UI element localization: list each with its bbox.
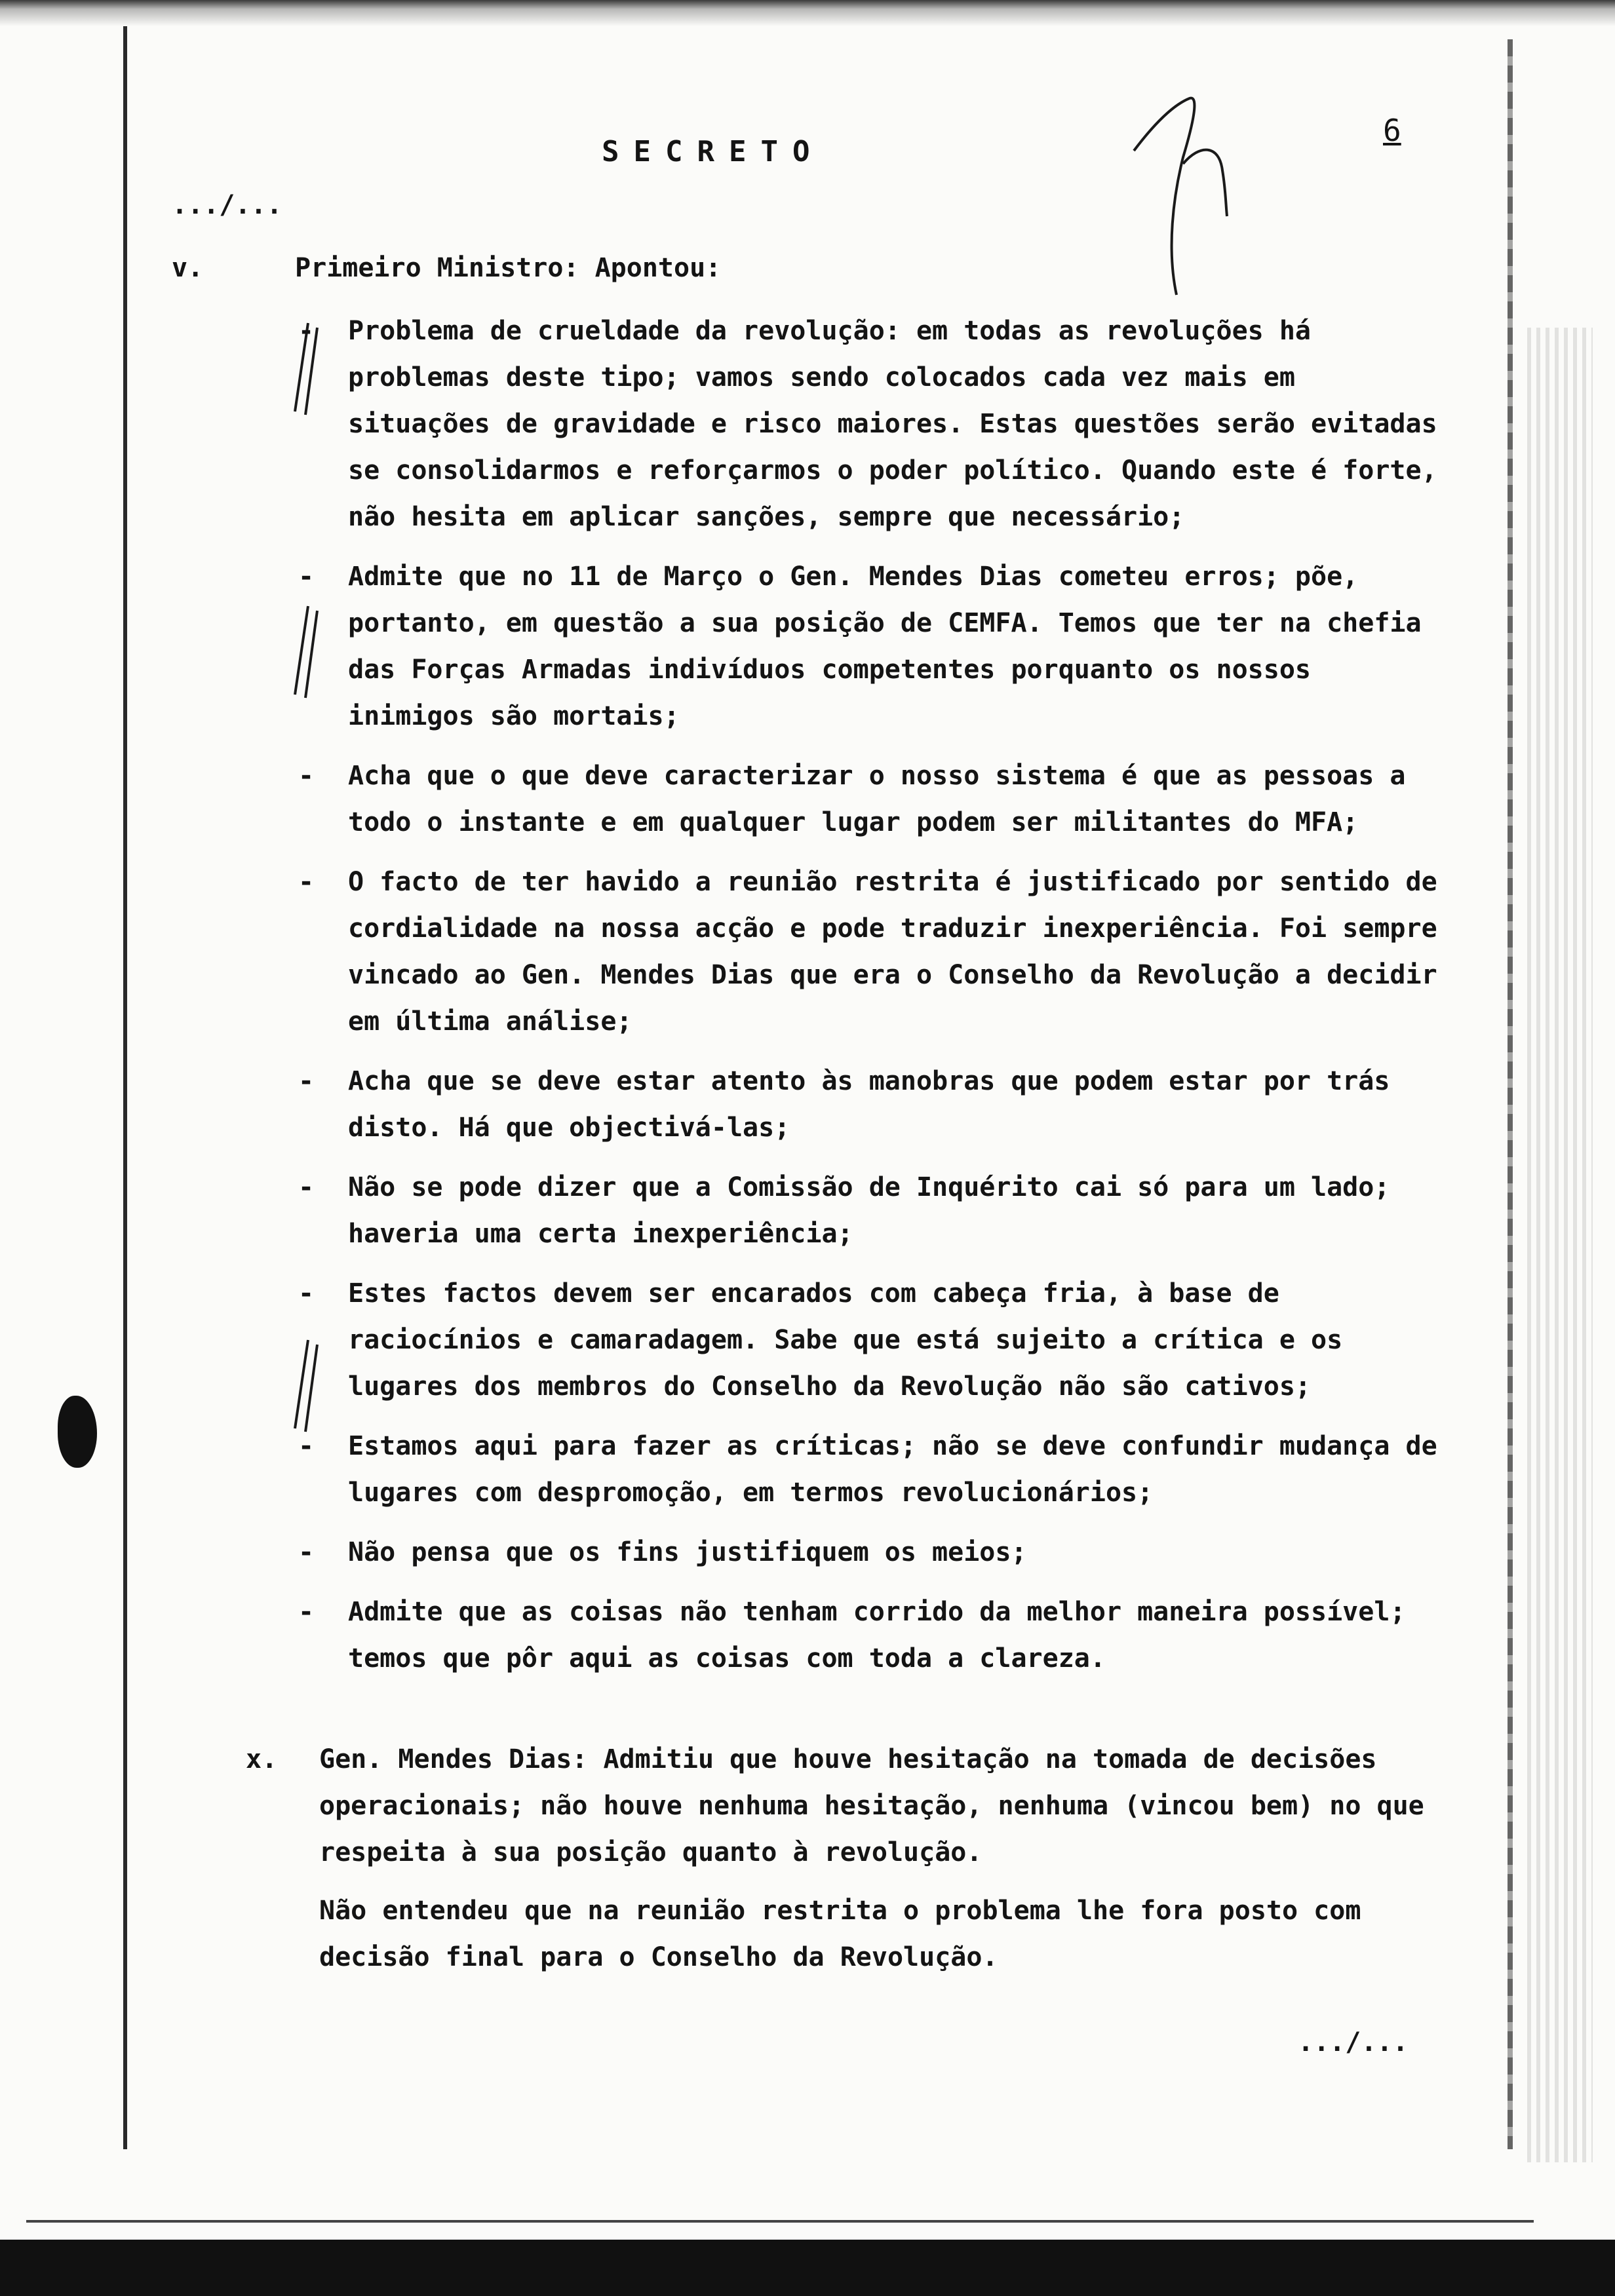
list-item <box>298 1164 1452 1257</box>
bullet-dash: - <box>298 316 315 346</box>
list-item-text: Admite que as coisas não tenham corrido da melhor maneira possível; temos que pôr aqui as coisas com toda a clareza. <box>348 1597 1406 1674</box>
minutes-bullet-list <box>298 308 1452 1695</box>
section-marker-x: x. <box>246 1744 278 1774</box>
scan-edge-top <box>0 0 1615 26</box>
list-item <box>298 1423 1452 1516</box>
bullet-dash: - <box>298 1066 315 1096</box>
bullet-dash: - <box>298 1537 315 1567</box>
bullet-dash: - <box>298 1278 315 1309</box>
paragraph: Não entendeu que na reunião restrita o problema lhe fora posto com decisão final para o Conselho da Revolução. <box>319 1896 1361 1972</box>
paragraph: Gen. Mendes Dias: Admitiu que houve hesitação na tomada de decisões operacionais; não houve nenhuma hesitação, nenhuma (vincou bem) no que respeita à sua posição quanto à revolução. <box>319 1744 1424 1867</box>
speaker-intro: Apontou: <box>594 253 722 283</box>
scan-edge-bottom-line <box>26 2220 1534 2223</box>
scan-noise-right <box>1527 328 1593 2162</box>
page-number: 6 <box>1383 113 1401 148</box>
bullet-dash: - <box>298 761 315 791</box>
scan-edge-left <box>123 26 127 2149</box>
list-item-text: Não se pode dizer que a Comissão de Inquérito cai só para um lado; haveria uma certa inexperiência; <box>348 1172 1390 1249</box>
list-item <box>298 859 1452 1045</box>
section-x-body <box>319 1736 1452 1981</box>
bullet-dash: - <box>298 867 315 897</box>
list-item-text: Estamos aqui para fazer as críticas; não se deve confundir mudança de lugares com despromoção, em termos revolucionários; <box>348 1431 1437 1508</box>
list-item <box>298 308 1452 541</box>
list-item <box>298 1058 1452 1151</box>
list-item-text: Não pensa que os fins justifiquem os meios; <box>348 1537 1027 1567</box>
section-x <box>246 1736 1452 1993</box>
bullet-dash: - <box>298 1172 315 1202</box>
list-item-text: Acha que o que deve caracterizar o nosso sistema é que as pessoas a todo o instante e em qualquer lugar podem ser militantes do MFA; <box>348 761 1406 837</box>
list-item <box>298 753 1452 846</box>
continuation-mark-bottom: .../... <box>1298 2027 1409 2057</box>
list-item-text: Acha que se deve estar atento às manobras que podem estar por trás disto. Há que objectivá-las; <box>348 1066 1390 1143</box>
scan-edge-bottom <box>0 2240 1615 2296</box>
section-v-heading <box>295 253 721 283</box>
bullet-dash: - <box>298 1597 315 1627</box>
classification-header: SECRETO <box>602 135 825 168</box>
list-item <box>298 554 1452 740</box>
continuation-mark-top: .../... <box>172 190 282 220</box>
list-item <box>298 1271 1452 1410</box>
handwritten-signature <box>1127 85 1298 301</box>
bullet-dash: - <box>298 562 315 592</box>
list-item-text: O facto de ter havido a reunião restrita é justificado por sentido de cordialidade na nossa acção e pode traduzir inexperiência. Foi sempre vincado ao Gen. Mendes Dias que era o Conselho da Revolução a decidir em última análise; <box>348 867 1437 1037</box>
list-item-text: Admite que no 11 de Março o Gen. Mendes Dias cometeu erros; põe, portanto, em questão a sua posição de CEMFA. Temos que ter na chefia das Forças Armadas indivíduos competentes porquanto os nossos inimigos são mortais; <box>348 562 1422 731</box>
list-item-text: Estes factos devem ser encarados com cabeça fria, à base de raciocínios e camaradagem. Sabe que está sujeito a crítica e os lugares dos membros do Conselho da Revolução não são cativos; <box>348 1278 1343 1402</box>
speaker-name: Primeiro Ministro: <box>295 253 579 283</box>
list-item <box>298 1589 1452 1682</box>
section-marker-v: v. <box>172 253 204 283</box>
punch-hole <box>58 1396 97 1468</box>
list-item-text: Problema de crueldade da revolução: em todas as revoluções há problemas deste tipo; vamos sendo colocados cada vez mais em situações de gravidade e risco maiores. Estas questões serão evitadas se consolidarmos e reforçarmos o poder político. Quando este é forte, não hesita em aplicar sanções, sempre que necessário; <box>348 316 1437 532</box>
bullet-dash: - <box>298 1431 315 1461</box>
scan-edge-right <box>1508 39 1513 2149</box>
list-item <box>298 1529 1452 1576</box>
